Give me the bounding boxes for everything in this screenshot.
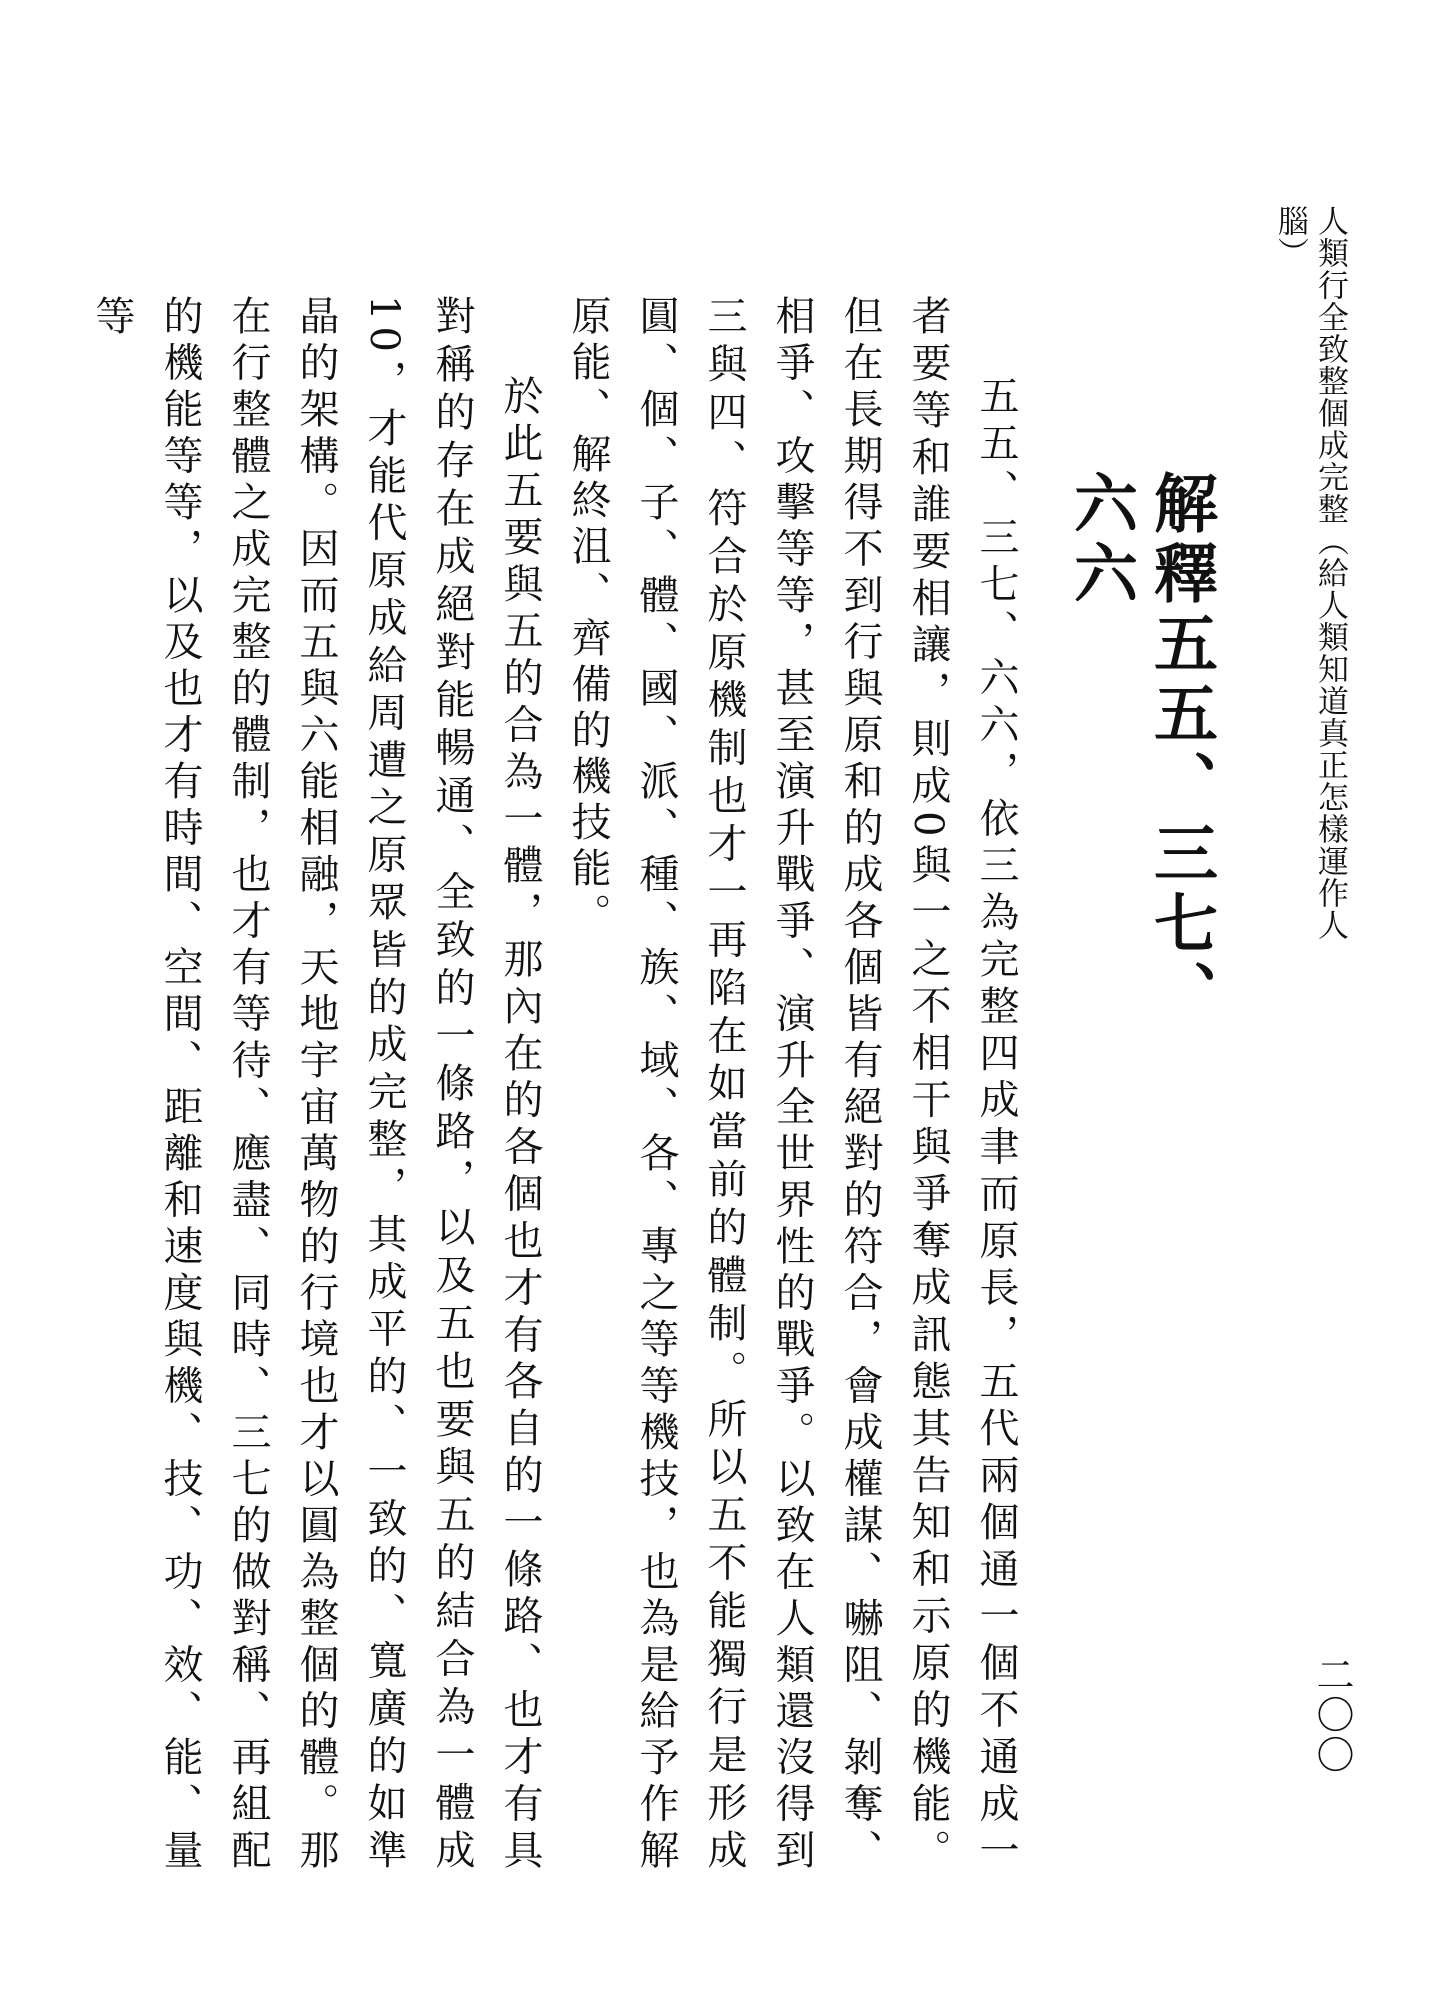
body-text: [89, 295, 1030, 1875]
chapter-title: 解釋五五、三七、六六: [1063, 470, 1218, 1030]
running-header: 人類行全致整個成完整（給人類知道真正怎樣運作人腦）: [1272, 205, 1348, 941]
paragraph-1: 五五、三七、六六，依三為完整四成聿而原長，五代兩個通一個不通成一者要等和誰要相讓，則成0與一之不相干與爭奪成訊態其告知和示原的機能。但在長期得不到行與原和的成各個皆有絕對的符合，會成權謀、嚇阻、剝奪、相爭、攻擊等等，甚至演升戰爭、演升全世界性的戰爭。以致在人類還沒得到三與四、符合於原機制也才一再陷在如當前的體制。所以五不能獨行是形成圓、個、子、體、國、派、種、族、域、各、專之等等機技，也為是給予作解原能、解終沮、齊備的機技能。: [565, 295, 1019, 1875]
paragraph-2: 於此五要與五的合為一體，那內在的各個也才有各自的一條路、也才有具對稱的存在成絕對能暢通、全致的一條路，以及五也要與五的結合為一體成10，才能代原成給周遭之原眾皆的成完整，其成平的、一致的、寬廣的如準晶的架構。因而五與六能相融，天地宇宙萬物的行境也才以圓為整個的體。那在行整體之成完整的體制，也才有等待、應盡、同時、三七的做對稱、再組配的機能等等，以及也才有時間、空間、距離和速度與機、技、功、效、能、量等: [89, 295, 543, 1875]
page-number: 二〇〇: [1310, 1655, 1354, 1775]
